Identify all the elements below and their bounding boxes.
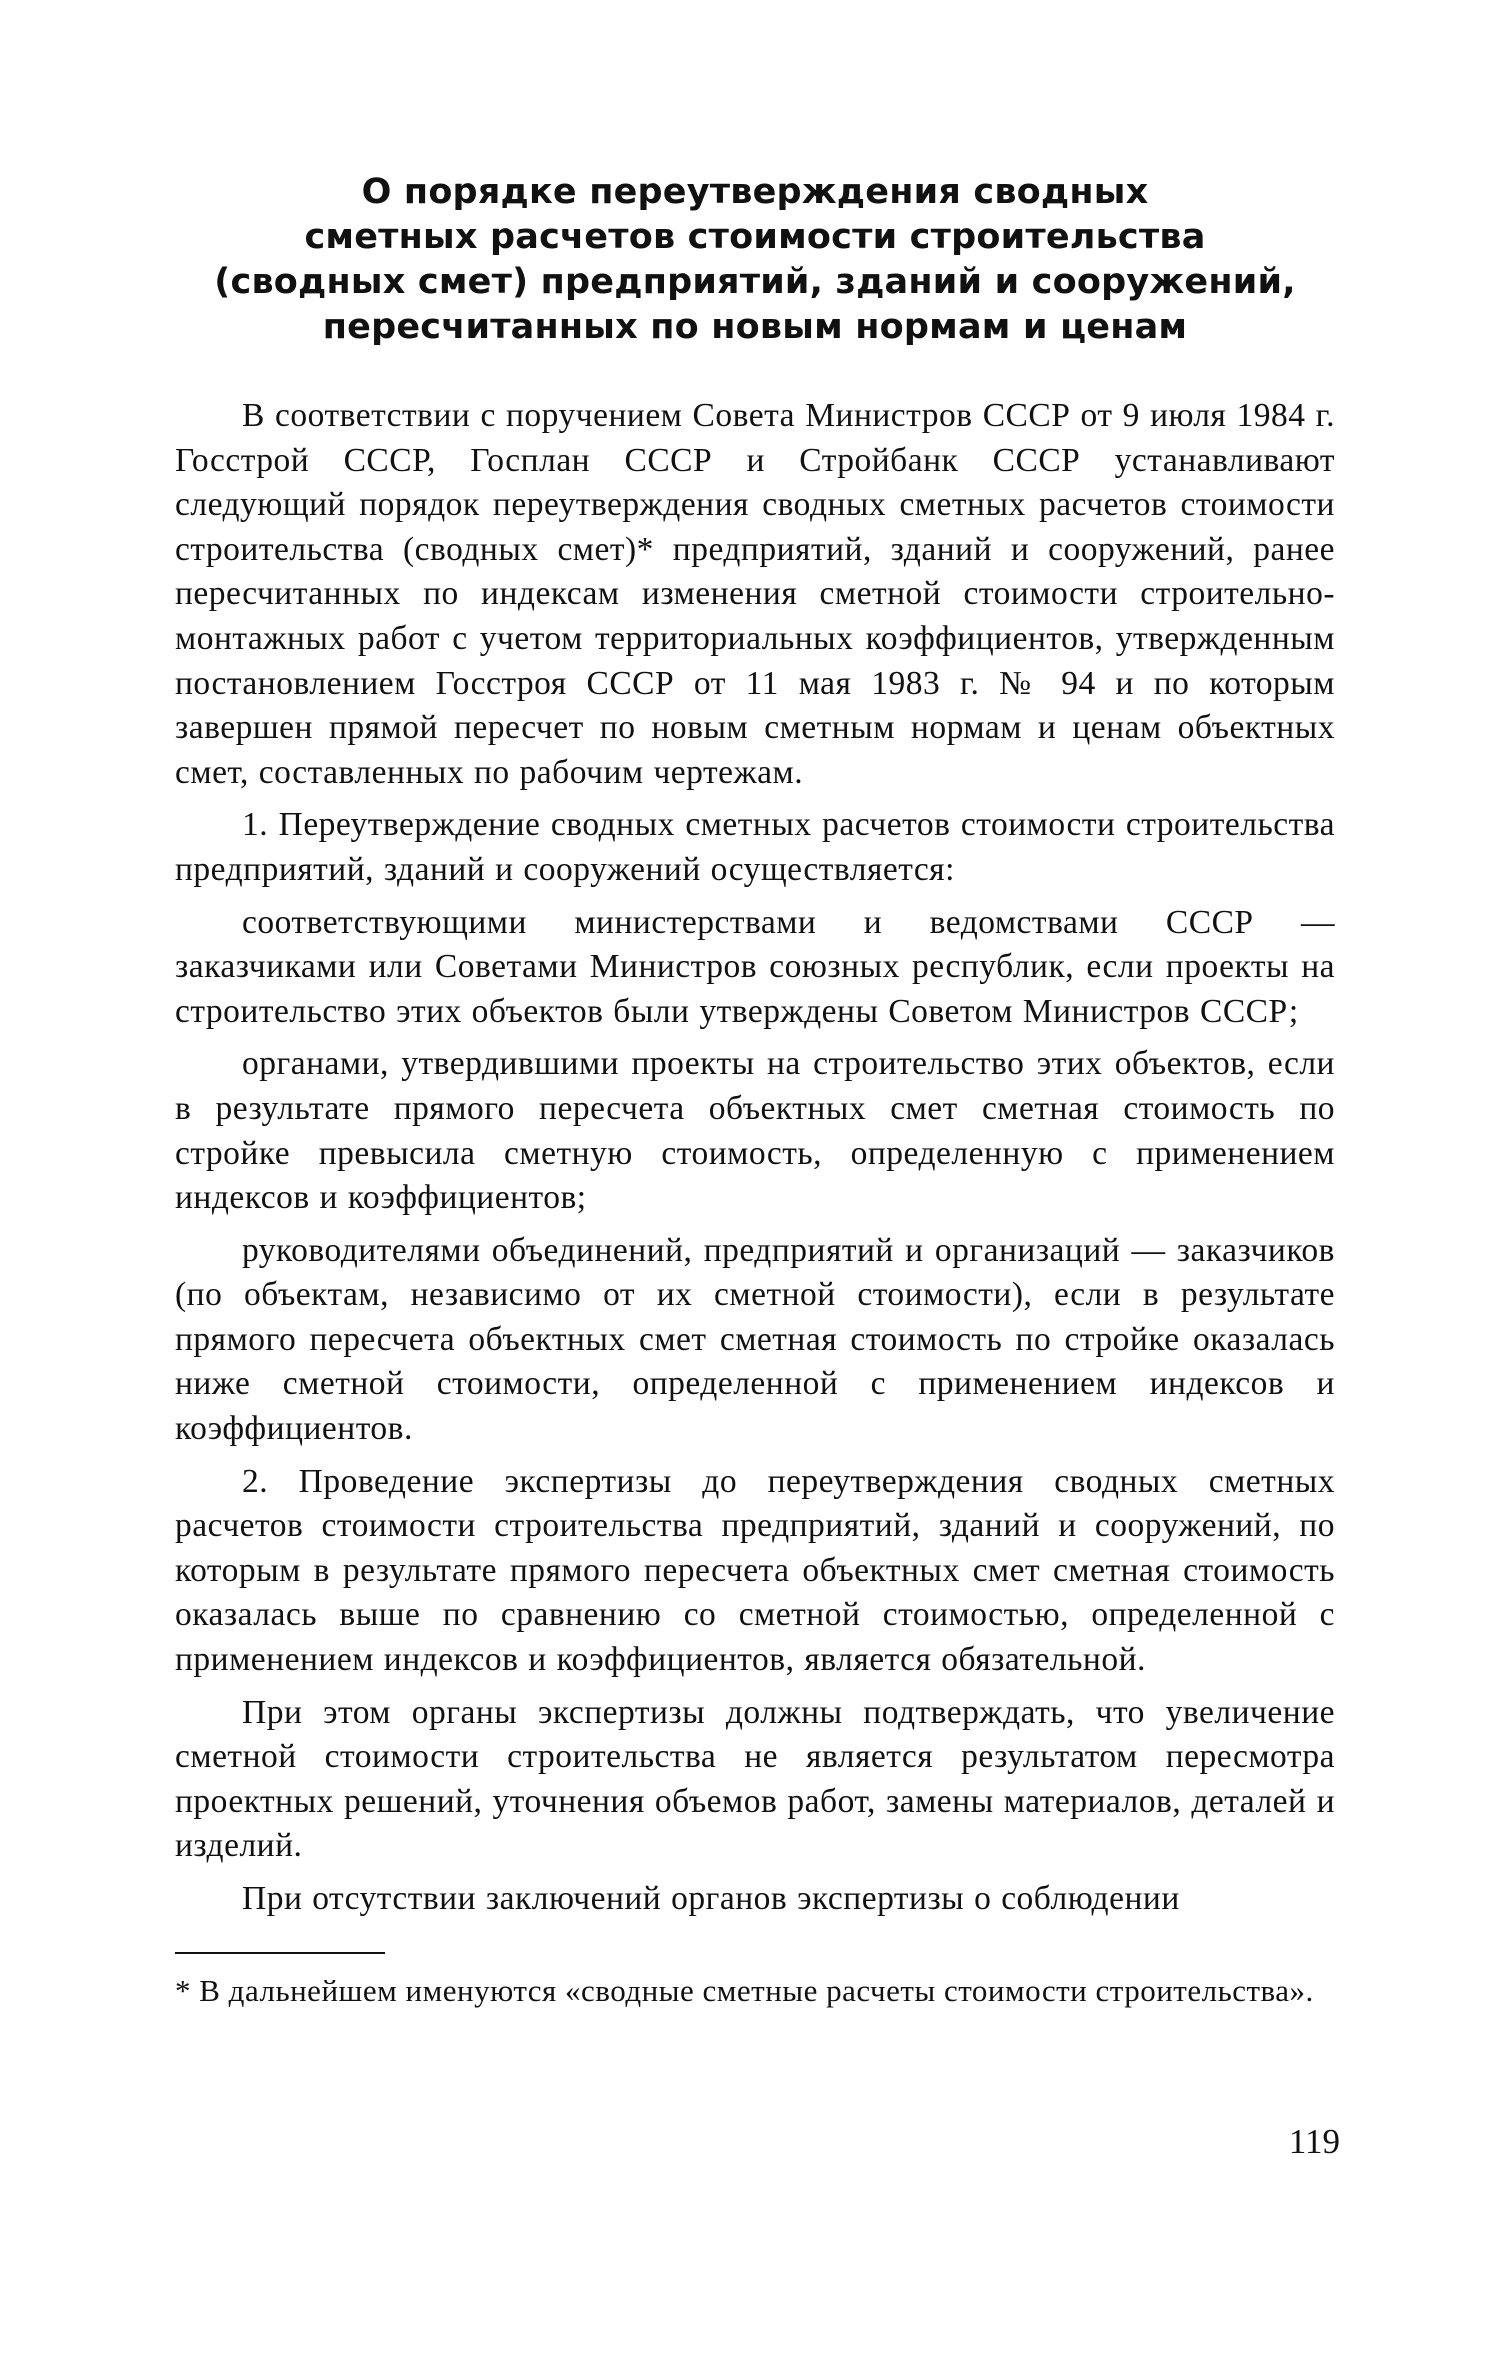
title-line: (сводных смет) предприятий, зданий и сооружений,	[214, 262, 1296, 302]
continuation-paragraph: При отсутствии заключений органов экспертизы о соблюдении	[242, 1880, 1180, 1917]
clause-1-item-managers: руководителями объединений, предприятий и организаций — заказчиков (по объектам, независимо от их сметной стоимости), если в результате прямого пересчета объектных смет сметная стоимость по стройке оказалась ниже сметной стоимости, определенной с применением индексов и коэффициентов.	[175, 1231, 1335, 1448]
page-number: 119	[1288, 2122, 1340, 2161]
intro-paragraph: В соответствии с поручением Совета Министров СССР от 9 июля 1984 г. Госстрой СССР, Госплан СССР и Стройбанк СССР устанавливают следующий порядок переутверждения сводных сметных расчетов стоимости строительства (сводных смет)* предприятий, зданий и сооружений, ранее пересчитанных по индексам изменения сметной стоимости строительно-монтажных работ с учетом территориальных коэффициентов, утвержденным постановлением Госстроя СССР от 11 мая 1983 г. № 94 и по которым завершен прямой пересчет по новым сметным нормам и ценам объектных смет, составленных по рабочим чертежам.	[175, 397, 1335, 791]
clause-1-item-ministries: соответствующими министерствами и ведомствами СССР — заказчиками или Советами Министров союзных республик, если проекты на строительство этих объектов были утверждены Советом Министров СССР;	[175, 903, 1335, 1030]
expertise-paragraph: При этом органы экспертизы должны подтверждать, что увеличение сметной стоимости строительства не является результатом пересмотра проектных решений, уточнения объемов работ, замены материалов, деталей и изделий.	[175, 1693, 1335, 1865]
title-line: пересчитанных по новым нормам и ценам	[322, 307, 1188, 347]
clause-2-paragraph: 2. Проведение экспертизы до переутверждения сводных сметных расчетов стоимости строительства предприятий, зданий и сооружений, по которым в результате прямого пересчета объектных смет сметная стоимость оказалась выше по сравнению со сметной стоимостью, определенной с применением индексов и коэффициентов, является обязательной.	[175, 1462, 1335, 1679]
page-content	[175, 170, 1335, 2012]
footnote: * В дальнейшем именуются «сводные сметные расчеты стоимости строительства».	[175, 1972, 1314, 2008]
clause-1-paragraph: 1. Переутверждение сводных сметных расчетов стоимости строительства предприятий, зданий и сооружений осуществляется:	[175, 806, 1335, 888]
footnote-divider	[175, 1952, 385, 1954]
title-line: О порядке переутверждения сводных	[361, 172, 1149, 212]
clause-1-item-approving-bodies: органами, утвердившими проекты на строительство этих объектов, если в результате прямого пересчета объектных смет сметная стоимость по стройке превысила сметную стоимость, определенную с применением индексов и коэффициентов;	[175, 1045, 1335, 1217]
title-line: сметных расчетов стоимости строительства	[304, 217, 1206, 257]
document-title	[175, 170, 1335, 350]
